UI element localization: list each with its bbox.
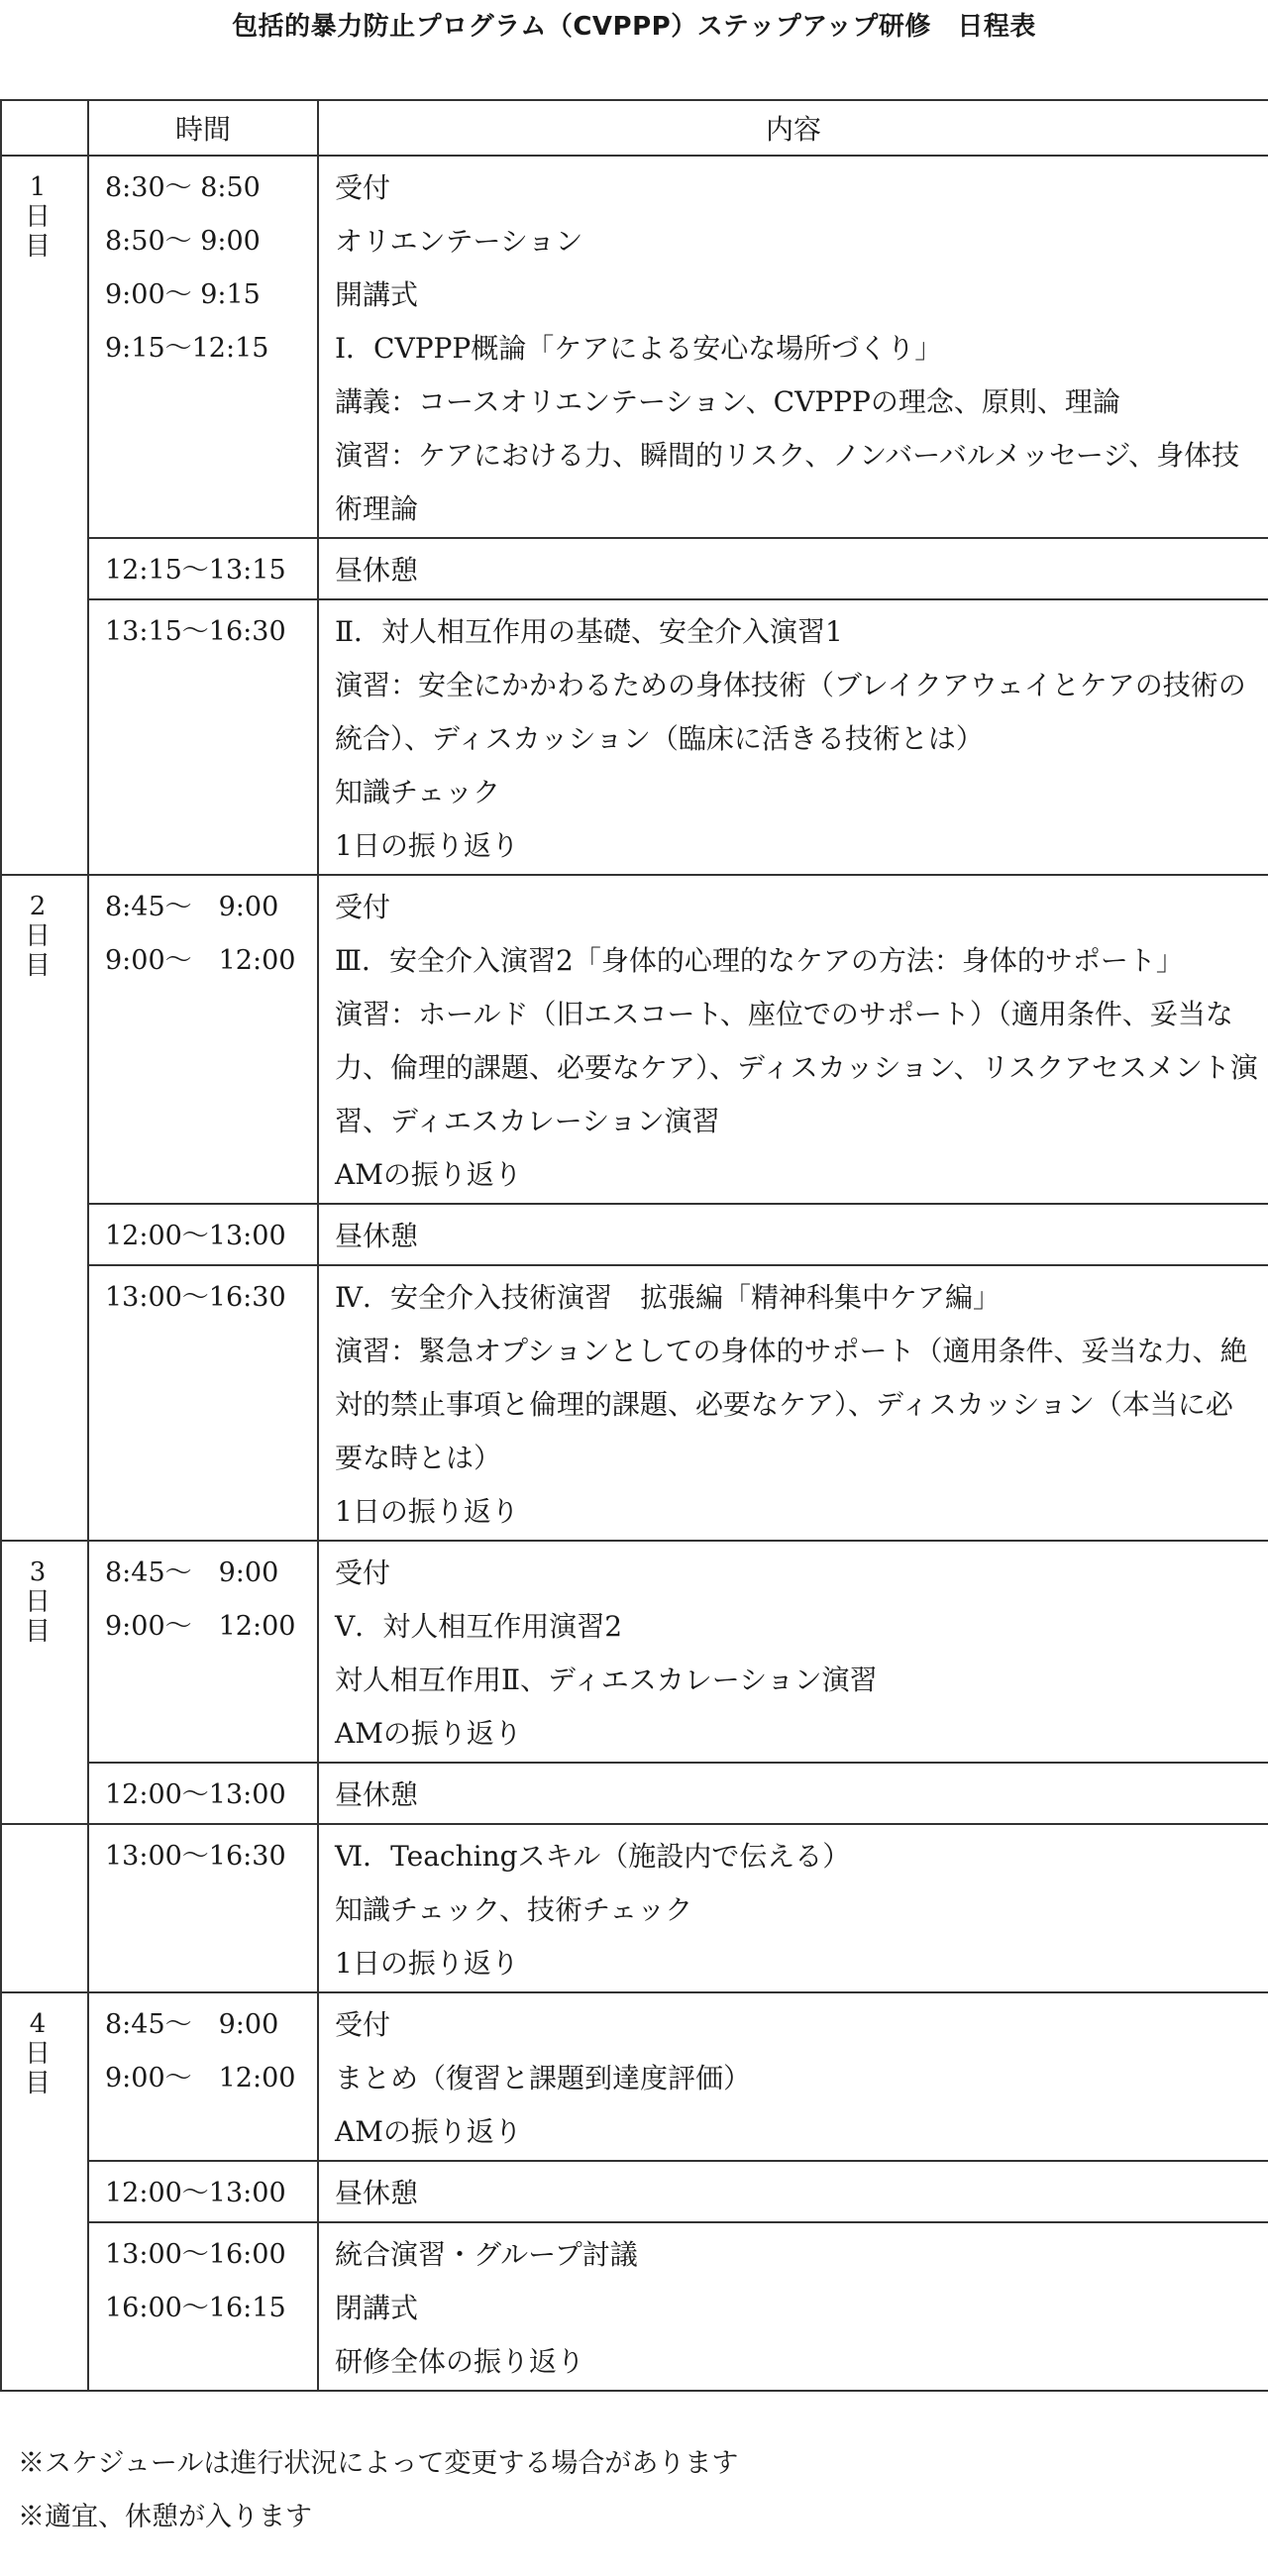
schedule-row [1, 538, 1268, 599]
content-item: 対人相互作用Ⅱ、ディエスカレーション演習 [335, 1664, 878, 1696]
content-item: オリエンテーション [335, 225, 583, 258]
schedule-row [1, 1824, 1268, 1992]
content-item: Ⅵ．Teachingスキル（施設内で伝える） [335, 1840, 851, 1873]
day-label [24, 1825, 52, 1841]
time-cell [88, 875, 318, 1204]
time-slot: 13:00～16:30 [105, 1282, 286, 1313]
content-item: Ⅱ．対人相互作用の基礎、安全介入演習1 [335, 615, 843, 648]
time-slot: 12:00～13:00 [105, 1779, 286, 1810]
content-item: 1日の振り返り [335, 1947, 519, 1980]
time-slot: 12:15～13:15 [105, 555, 286, 586]
content-item: 知識チェック [335, 776, 501, 808]
day-label: 2日目 [24, 892, 51, 981]
schedule-row [1, 1992, 1268, 2161]
time-slot: 13:00～16:00 [105, 2239, 286, 2270]
header-time: 時間 [88, 100, 318, 156]
content-item: 昼休憩 [335, 554, 419, 587]
content-item: AMの振り返り [335, 2115, 522, 2148]
content-item: 1日の振り返り [335, 829, 519, 862]
time-slot: 8:45～ 9:00 [105, 892, 279, 922]
schedule-row [1, 2161, 1268, 2222]
note-schedule-change: ※スケジュールは進行状況によって変更する場合があります [18, 2448, 739, 2479]
content-item: 受付 [335, 171, 391, 204]
time-slot: 9:00～ 12:00 [105, 2063, 296, 2093]
content-item: 演習：ホールド（旧エスコート、座位でのサポート）（適用条件、妥当な力、倫理的課題、必要なケア）、ディスカッション、リスクアセスメント演習、ディエスカレーション演習 [335, 998, 1258, 1137]
day-cell [1, 875, 88, 1541]
time-slot: 8:50～ 9:00 [105, 226, 261, 257]
content-item: AMの振り返り [335, 1717, 522, 1750]
day-label: 4日目 [24, 2009, 51, 2098]
content-item: 閉講式 [335, 2292, 419, 2324]
schedule-table [0, 99, 1268, 2392]
content-item: 受付 [335, 891, 391, 923]
content-item: 統合演習・グループ討議 [335, 2238, 638, 2271]
time-cell [88, 1763, 318, 1824]
header-day [1, 100, 88, 156]
content-item: 受付 [335, 1556, 391, 1589]
content-item: Ⅳ．安全介入技術演習 拡張編「精神科集中ケア編」 [335, 1281, 1001, 1314]
schedule-row [1, 875, 1268, 1204]
content-item: Ⅰ．CVPPP概論「ケアによる安心な場所づくり」 [335, 332, 943, 365]
time-cell [88, 2222, 318, 2391]
schedule-row [1, 1204, 1268, 1265]
content-item: 昼休憩 [335, 1778, 419, 1811]
content-item: 知識チェック、技術チェック [335, 1893, 693, 1926]
content-cell [318, 599, 1268, 875]
content-item: 演習：緊急オプションとしての身体的サポート（適用条件、妥当な力、絶対的禁止事項と倫理的課題、必要なケア）、ディスカッション（本当に必要な時とは） [335, 1335, 1248, 1474]
time-slot: 12:00～13:00 [105, 1221, 286, 1251]
content-item: Ⅴ．対人相互作用演習2 [335, 1610, 623, 1643]
content-cell [318, 1763, 1268, 1824]
day-label: 3日目 [24, 1557, 51, 1647]
header-content: 内容 [318, 100, 1268, 156]
content-cell [318, 1541, 1268, 1763]
notes [18, 2437, 1246, 2544]
content-cell [318, 156, 1268, 538]
time-slot: 8:45～ 9:00 [105, 1557, 279, 1588]
schedule-row [1, 2222, 1268, 2391]
time-slot: 16:00～16:15 [105, 2293, 286, 2323]
time-slot: 9:00～ 12:00 [105, 1611, 296, 1642]
content-item: 昼休憩 [335, 1220, 419, 1252]
content-item: 講義：コースオリエンテーション、CVPPPの理念、原則、理論 [335, 385, 1120, 418]
time-slot: 12:00～13:00 [105, 2178, 286, 2208]
time-slot: 9:15～12:15 [105, 333, 269, 364]
day-label: 1日目 [24, 172, 51, 262]
schedule-row [1, 1763, 1268, 1824]
time-cell [88, 1824, 318, 1992]
content-item: 開講式 [335, 278, 419, 311]
schedule-row [1, 156, 1268, 538]
page-title: 包括的暴力防止プログラム（CVPPP）ステップアップ研修 日程表 [232, 12, 1036, 42]
time-cell [88, 1992, 318, 2161]
time-slot: 9:00～ 9:15 [105, 279, 261, 310]
note-breaks: ※適宜、休憩が入ります [18, 2502, 312, 2532]
day-cell [1, 156, 88, 875]
header-row [1, 100, 1268, 156]
content-cell [318, 875, 1268, 1204]
content-cell [318, 2222, 1268, 2391]
content-cell [318, 1992, 1268, 2161]
content-item: Ⅲ．安全介入演習2「身体的心理的なケアの方法：身体的サポート」 [335, 944, 1184, 977]
content-cell [318, 2161, 1268, 2222]
content-item: まとめ（復習と課題到達度評価） [335, 2062, 752, 2094]
time-cell [88, 538, 318, 599]
time-cell [88, 1204, 318, 1265]
time-cell [88, 1541, 318, 1763]
time-slot: 13:15～16:30 [105, 616, 286, 647]
time-slot: 13:00～16:30 [105, 1841, 286, 1872]
content-cell [318, 538, 1268, 599]
content-item: 研修全体の振り返り [335, 2345, 585, 2378]
content-item: 演習：ケアにおける力、瞬間的リスク、ノンバーバルメッセージ、身体技術理論 [335, 439, 1240, 525]
time-slot: 9:00～ 12:00 [105, 945, 296, 976]
content-cell [318, 1204, 1268, 1265]
time-cell [88, 2161, 318, 2222]
time-cell [88, 599, 318, 875]
content-cell [318, 1824, 1268, 1992]
day-cell [1, 1541, 88, 1824]
schedule-row [1, 1265, 1268, 1541]
schedule-row [1, 599, 1268, 875]
time-slot: 8:45～ 9:00 [105, 2009, 279, 2040]
time-slot: 8:30～ 8:50 [105, 172, 261, 203]
content-item: 1日の振り返り [335, 1495, 519, 1528]
content-cell [318, 1265, 1268, 1541]
content-item: AMの振り返り [335, 1158, 522, 1191]
content-item: 昼休憩 [335, 2177, 419, 2209]
content-item: 受付 [335, 2008, 391, 2041]
day-cell [1, 1824, 88, 1992]
time-cell [88, 1265, 318, 1541]
content-item: 演習：安全にかかわるための身体技術（ブレイクアウェイとケアの技術の統合）、ディスカッション（臨床に活きる技術とは） [335, 669, 1246, 755]
schedule-row [1, 1541, 1268, 1763]
time-cell [88, 156, 318, 538]
day-cell [1, 1992, 88, 2391]
schedule-body [1, 156, 1268, 2391]
